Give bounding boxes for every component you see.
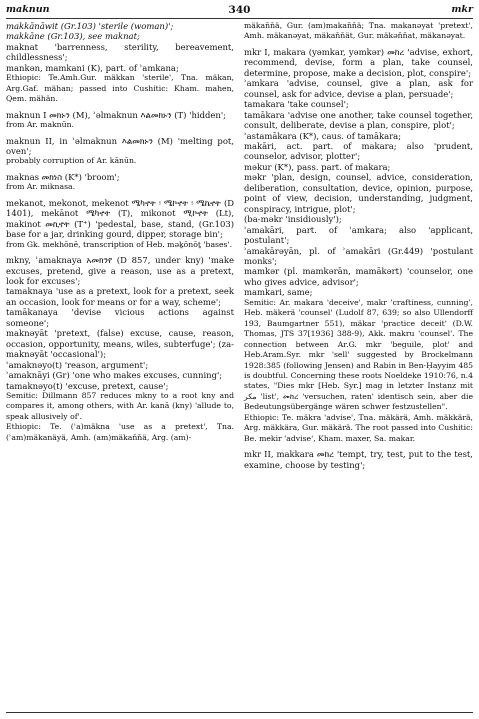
page-number: 340 [228, 4, 251, 16]
derived-form: ʾastamākara (K*), caus. of tamākara; [244, 130, 402, 141]
ethiopic-note: Ethiopic: Te.Amh.Gur. mäkkan 'sterile', Tna. mäkan, Arg.Gaf. mähan; passed into Cushitic: Kham. mahen, Qem. mähän. [6, 73, 234, 104]
entry-mekanot [6, 198, 234, 250]
derived-form: mamkər (pl. mamkərān, mamākərt) 'counselor, one who gives advice, advisor'; [244, 266, 473, 287]
derived-form: (ba-məkr 'insidiously'); [244, 214, 342, 225]
entry-makkanawit-group [6, 21, 234, 105]
entry-mkr-1 [244, 47, 473, 444]
entry-maknun-2 [6, 136, 234, 167]
headword-line: maknas መክነስ (K*) 'broom'; [6, 171, 120, 182]
headword-line: mkr II, makkara መከረ 'tempt, try, test, put to the test, examine, choose by testing'; [244, 449, 473, 470]
right-column [244, 21, 473, 475]
headword-line: mekanot, mekonot, mekenot ሜካኖት ፡ ሜኮኖት ፡ ሜኬኖት (D 1401), mekānot ሜካኖት (T), mikonot ሚኮኖት (Lt), makinot መኪኖት (T⁺) 'pedestal, base, stand, (Gr.103) base for a jar, drinking gourd, dipper, storage bin'; [6, 197, 234, 240]
entry-line: makkāne (Gr.103), see maknat; [6, 31, 140, 42]
derived-form: mamkari, same; [244, 287, 313, 298]
derived-form: tamākara 'advise one another, take counsel together, consult, deliberate, devise a plan, conspire, plot'; [244, 109, 473, 131]
continuation [244, 21, 473, 42]
derived-form: ʾamakārəyān, pl. of ʾamakāri (Gr.449) 'postulant monks'; [244, 245, 473, 266]
derived-form: tamaknaya 'use as a pretext, look for a pretext, seek an occasion, look for means or for a way, scheme'; [6, 286, 234, 307]
entry-maknas [6, 172, 234, 193]
headword-line: mkr I, makara (yəmkar, yəmkər) መከረ 'advise, exhort, recommend, devise, form a plan, take counsel, determine, propose, make a decision, plot, conspire'; [244, 46, 473, 78]
page-header [6, 4, 473, 18]
derived-form: ʾamaknəyo(t) 'reason, argument'; [6, 359, 149, 370]
etymology-note: probably corruption of Ar. kānūn. [6, 156, 137, 166]
headword-line: maknun I መክኑን (M), ʾəlmaknun እልመክኑን (T) 'hidden'; [6, 109, 226, 120]
continued-text: mäkaňňä, Gur. (am)makaňňä; Tna. makanəyat 'pretext', Amh. mäkanəyat, mäkaňňät, Gur. mäkəňňat, mäkanəyat. [244, 21, 473, 41]
derived-form: tamakara 'take counsel'; [244, 99, 349, 110]
etymology-note: from Gk. mekhōnē, transcription of Heb. məḵōnōṯ 'bases'. [6, 239, 233, 249]
etymology-note: from Ar. maknūn. [6, 120, 74, 130]
ethiopic-note: Ethiopic: Te. (ʾa)mäkna 'use as a pretext', Tna. (ʾam)mäkanäyä, Amh. (am)mäkaňňä, Arg. (am)- [6, 422, 234, 442]
headword-line: mkny, ʾamaknaya አመክንየ (D 857, under kny) 'make excuses, pretend, give a reason, use as a pretext, look for excuses'; [6, 255, 234, 286]
semitic-note: Semitic: Dillmann 857 reduces mkny to a root kny and compares it, among others, with Ar. kanā (kny) 'allude to, speak allusively of'. [6, 390, 234, 421]
ethiopic-note: Ethiopic: Te. mäkra 'advise', Tna. mäkärä, Amh. mäkkärä, Arg. mäkkära, Gur. mäkärä. The root passed into Cushitic: Be. mekir 'advise', Kham. maxer, Sa. makar. [244, 412, 473, 443]
entry-mkny [6, 255, 234, 443]
derived-form: makāri, act. part. of makara; also 'prudent, counselor, advisor, plotter'; [244, 140, 473, 162]
entry-mkr-2 [244, 449, 473, 470]
derived-form: ʾamakāri, part. of ʾamkara; also 'applicant, postulant'; [244, 224, 473, 246]
derived-form: ʾamkara 'advise, counsel, give a plan, ask for counsel, ask for advice, devise a plan, persuade'; [244, 78, 473, 99]
running-head-right: mkr [451, 4, 473, 15]
running-head-left: maknun [6, 4, 50, 15]
left-column [6, 21, 234, 448]
entry-maknun-1 [6, 110, 234, 131]
etymology-note: from Ar. miknasa. [6, 182, 76, 192]
derived-form: maknəyāt 'pretext, (false) excuse, cause, reason, occasion, opportunity, means, wiles, subterfuge'; (za-maknəyāt 'occasional'); [6, 328, 234, 360]
entry-line: makkānāwit (Gr.103) 'sterile (woman)'; [6, 21, 174, 31]
headword-line: maknun II, in ʾəlmaknun እልመክኑን (M) 'melting pot, oven'; [6, 135, 234, 156]
semitic-note: Semitic: Ar. makara 'deceive', makr 'craftiness, cunning', Heb. mäkerä 'counsel' (Ludolf 87, 639; so also Ullendorff 193, Baumgartner 551), mäkar 'practice deceit' (D.W. Thomas, JTS 37[1936] 388-9), Akk. makru 'counsel'. The connection between Ar.G. mkr 'beguile, plot' and Heb.Aram.Syr. mkr 'sell' suggested by Brockelmann 1928:385 (following Jensen) and Rabin in Ben-Ḥayyim 485 is doubtful. Concerning these roots Noeldeke 1910:76, n.4 states, "Dies mkr [Heb. Syr.] mag in letzter Instanz mit مكر 'list', መከረ 'versuchen, raten' identisch sein, aber die Bedeutungsübergänge wären schwer festzustellen". [244, 297, 473, 412]
entry-line: maknat 'barrenness, sterility, bereavement, childlessness'; [6, 41, 234, 63]
entry-line: mankən, mamkani (K), part. of ʾamkana; [6, 62, 179, 73]
derived-form: tamaknəyo(t) 'excuse, pretext, cause'; [6, 380, 169, 391]
derived-form: məkur (K*), pass. part. of makara; [244, 161, 391, 172]
derived-form: tamākanaya 'devise vicious actions against someone'; [6, 307, 234, 328]
header-rule [6, 18, 473, 19]
footer-rule [6, 712, 473, 713]
derived-form: mәkr 'plan, design, counsel, advice, consideration, deliberation, consultation, device, opinion, purpose, point of view, decision, understanding, judgment, conspiracy, intrigue, plot'; [244, 172, 473, 214]
derived-form: ʾamaknāyi (Gr) 'one who makes excuses, cunning'; [6, 370, 223, 381]
